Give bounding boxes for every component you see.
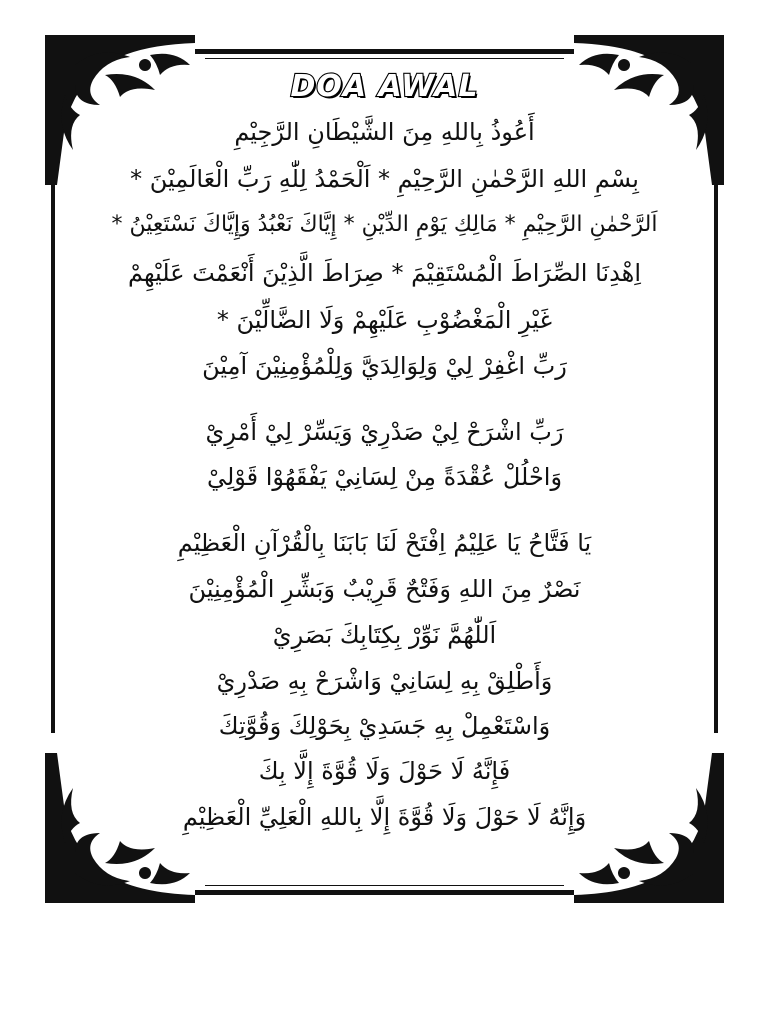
- verse-line-7: رَبِّ اشْرَحْ لِيْ صَدْرِيْ وَيَسِّرْ لِيْ أَمْرِيْ: [205, 418, 564, 446]
- verse-line-12: وَأَطْلِقْ بِهِ لِسَانِيْ وَاشْرَحْ بِهِ صَدْرِيْ: [216, 667, 553, 695]
- ornament-top-left-icon: [45, 35, 195, 185]
- verse-line-5: غَيْرِ الْمَغْضُوْبِ عَلَيْهِمْ وَلَا الضَّالِّيْنَ *: [216, 306, 553, 334]
- verse-line-4: اِهْدِنَا الصِّرَاطَ الْمُسْتَقِيْمَ * صِرَاطَ الَّذِيْنَ أَنْعَمْتَ عَلَيْهِمْ: [128, 259, 641, 287]
- prayer-sheet: [45, 35, 724, 903]
- verse-line-14: فَإِنَّهُ لَا حَوْلَ وَلَا قُوَّةَ إِلَّا بِكَ: [258, 757, 511, 785]
- ornament-top-right-icon: [574, 35, 724, 185]
- verse-line-6: رَبِّ اغْفِرْ لِيْ وَلِوَالِدَيَّ وَلِلْمُؤْمِنِيْنَ آمِيْنَ: [202, 352, 567, 380]
- verse-line-3: اَلرَّحْمٰنِ الرَّحِيْمِ * مَالِكِ يَوْمِ الدِّيْنِ * إِيَّاكَ نَعْبُدُ وَإِيَّاكَ نَسْتَعِيْنُ *: [111, 212, 658, 237]
- verse-line-15: وَإِنَّهُ لَا حَوْلَ وَلَا قُوَّةَ إِلَّا بِاللهِ الْعَلِيِّ الْعَظِيْمِ: [182, 803, 587, 831]
- verse-line-8: وَاحْلُلْ عُقْدَةً مِنْ لِسَانِيْ يَفْقَهُوْا قَوْلِيْ: [206, 463, 563, 491]
- verse-line-10: نَصْرٌ مِنَ اللهِ وَفَتْحٌ قَرِيْبٌ وَبَشِّرِ الْمُؤْمِنِيْنَ: [188, 575, 581, 603]
- verse-line-11: اَللّٰهُمَّ نَوِّرْ بِكِتَابِكَ بَصَرِيْ: [272, 621, 497, 649]
- top-border-line-inner: [205, 58, 564, 59]
- top-border-line: [195, 49, 574, 54]
- page-title: DOA AWAL: [290, 69, 479, 104]
- verse-line-9: يَا فَتَّاحُ يَا عَلِيْمُ اِفْتَحْ لَنَا بَابَنَا بِالْقُرْآنِ الْعَظِيْمِ: [177, 529, 592, 557]
- verse-line-13: وَاسْتَعْمِلْ بِهِ جَسَدِيْ بِحَوْلِكَ وَقُوَّتِكَ: [218, 712, 551, 740]
- bottom-border-line-inner: [205, 885, 564, 886]
- verse-line-1: أَعُوذُ بِاللهِ مِنَ الشَّيْطَانِ الرَّجِيْمِ: [234, 118, 535, 146]
- bottom-border-line: [195, 890, 574, 895]
- verse-line-2: بِسْمِ اللهِ الرَّحْمٰنِ الرَّحِيْمِ * اَلْحَمْدُ لِلّٰهِ رَبِّ الْعَالَمِيْنَ *: [130, 165, 639, 193]
